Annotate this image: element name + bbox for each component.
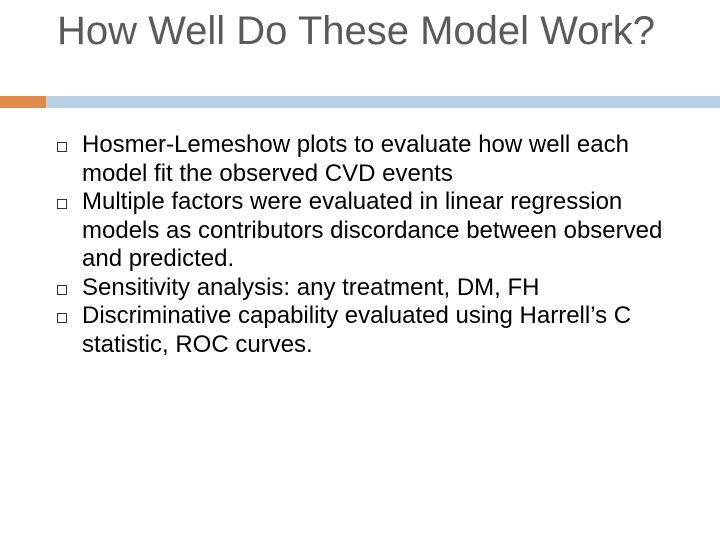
bullet-text: Discriminative capability evaluated using Harrell’s C statistic, ROC curves. [82,302,632,358]
square-bullet-icon [57,285,67,295]
bullet-item [57,302,697,359]
bullet-text: Sensitivity analysis: any treatment, DM, FH [82,273,540,301]
bullet-item [57,274,697,303]
square-bullet-icon [57,199,67,209]
square-bullet-icon [57,142,67,152]
bullet-item [57,188,697,274]
title-rule-orange-accent [0,96,46,108]
slide-title: How Well Do These Model Work? [57,9,656,53]
bullet-text: Hosmer-Lemeshow plots to evaluate how well each model fit the observed CVD events [82,131,629,187]
bullet-list [57,131,697,359]
title-rule-blue-bar [46,96,720,108]
bullet-text: Multiple factors were evaluated in linear regression models as contributors discordance between observed and predicted. [82,188,663,272]
bullet-item [57,131,697,188]
square-bullet-icon [57,313,67,323]
